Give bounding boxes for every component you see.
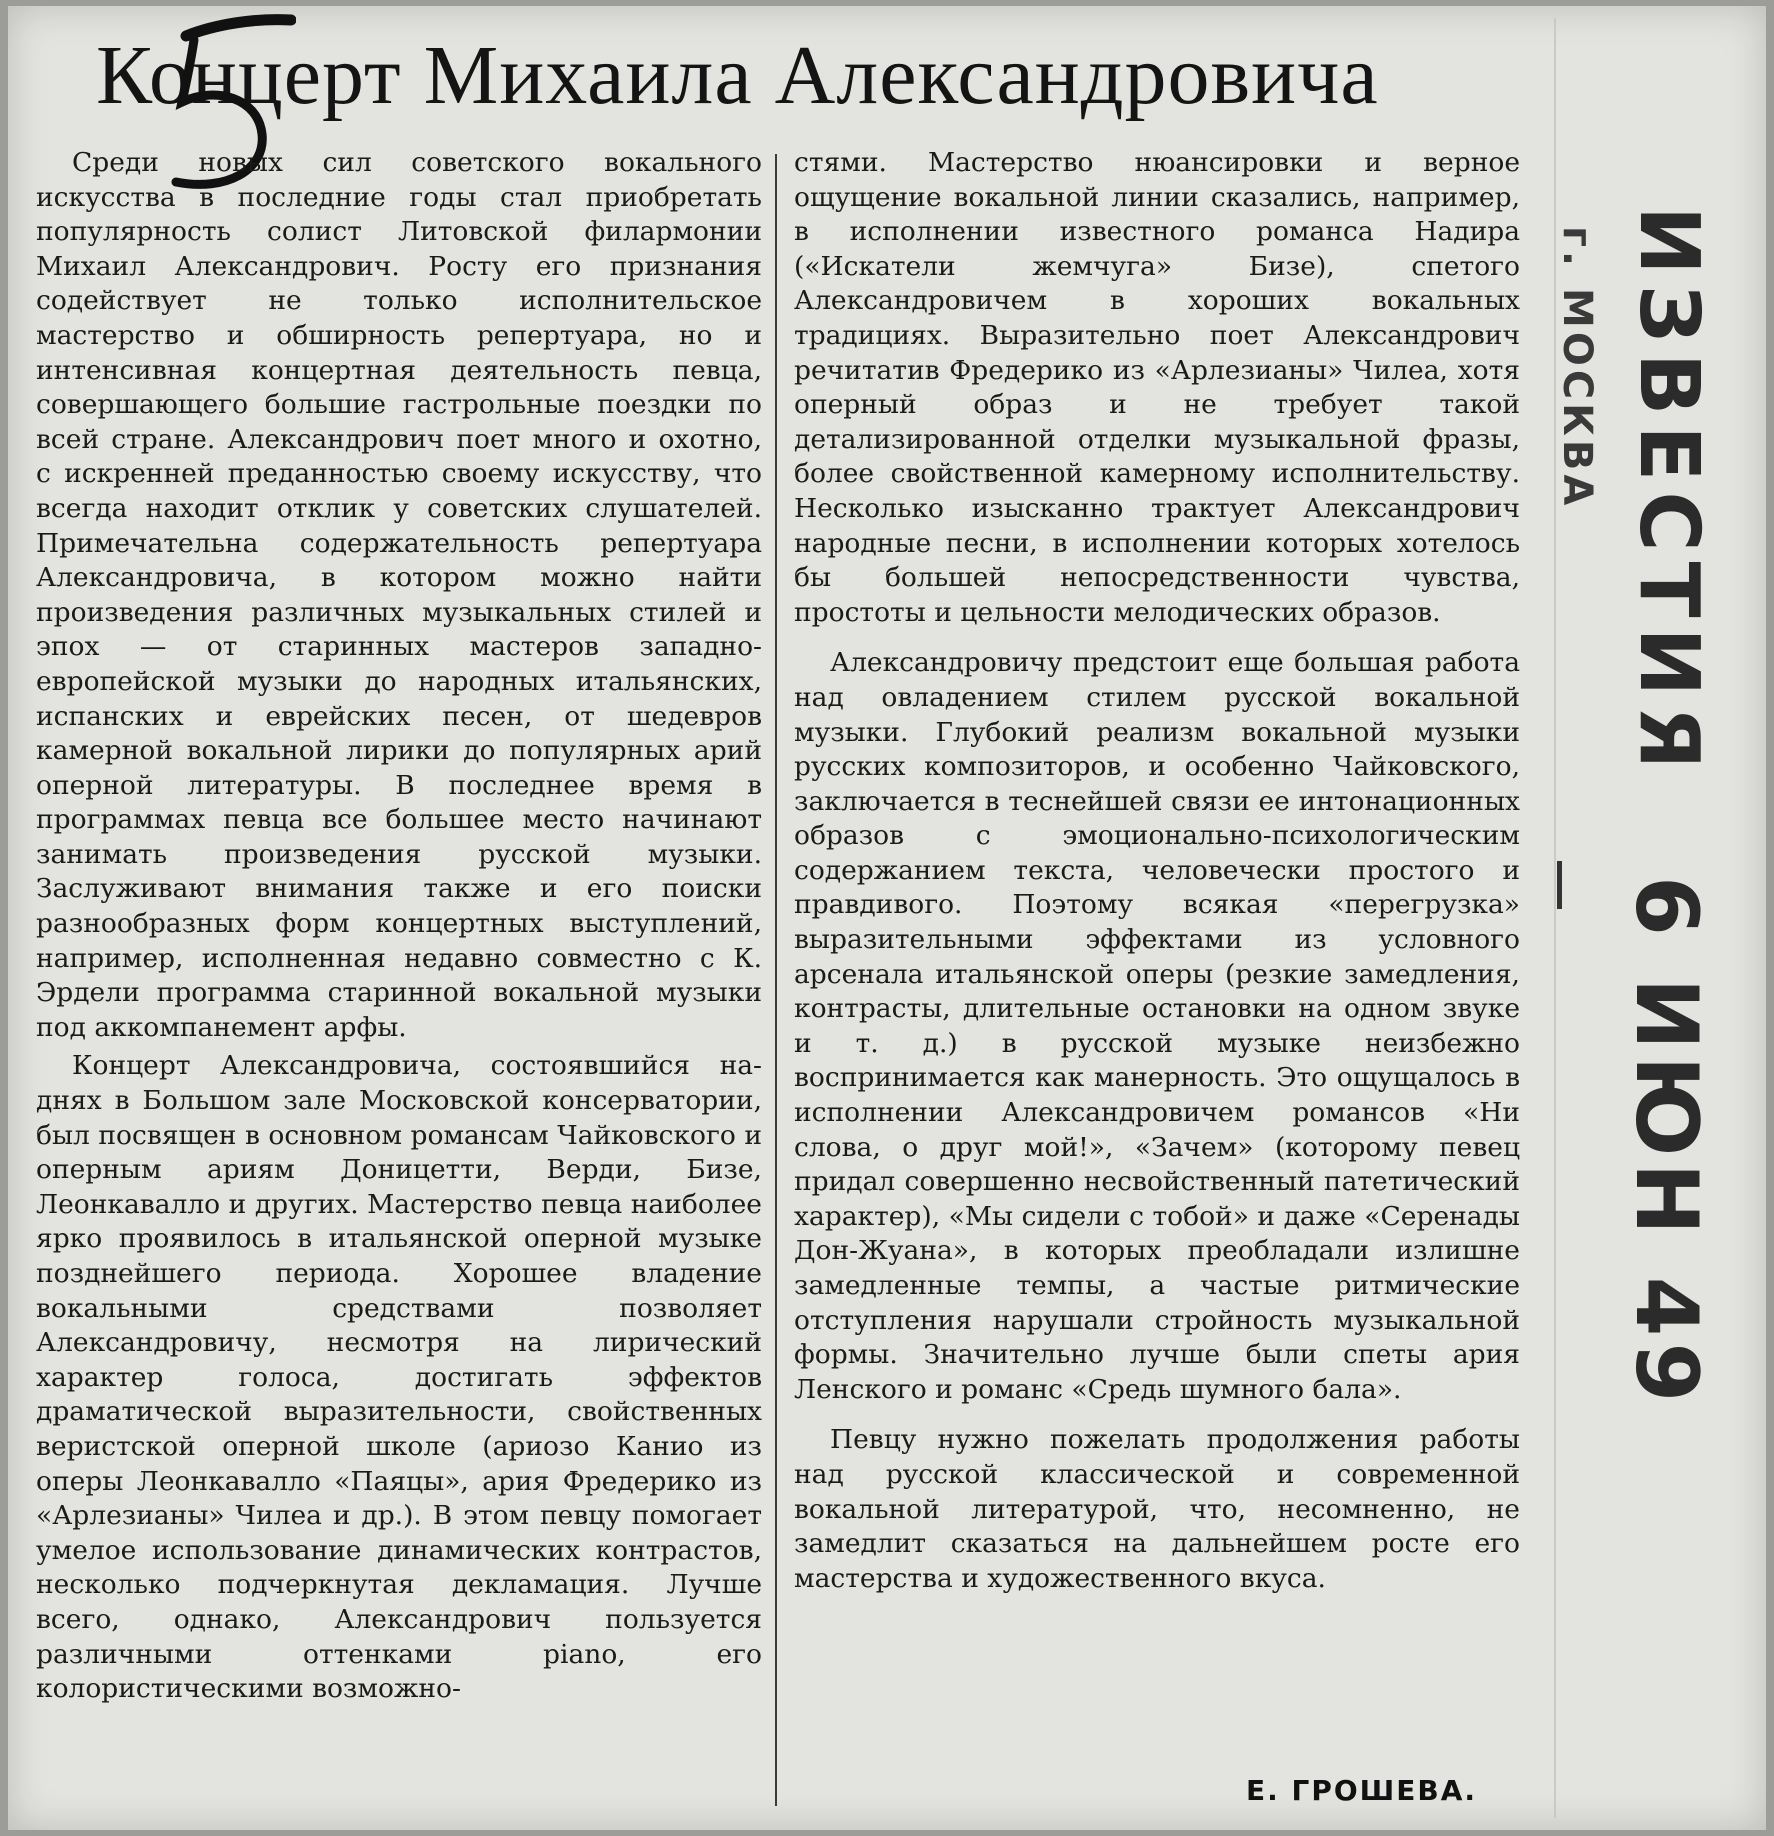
newspaper-clipping: [8, 6, 1766, 1830]
stamp-date: 6 ИЮН 49: [1616, 876, 1716, 1409]
paragraph: Концерт Александровича, состоявшийся на-днях в Большом зале Московской консерватории, был посвящен в основном романсам Чайковского и оперным ариям Доницетти, Верди, Бизе, Леонкавалло и других. Мастерство певца наиболее ярко проявилось в итальянской оперной музыке позднейшего периода. Хорошее владение вокальными средствами позволяет Александровичу, несмотря на лирический характер голоса, достигать эффектов драматической выразительности, свойственных веристской оперной школе (ариозо Канио из оперы Леонкавалло «Паяцы», ария Фредерико из «Арлезианы» Чилеа и др.). В этом певцу помогает умелое использование динамических контрастов, несколько подчеркнутая декламация. Лучше всего, однако, Александрович пользуется различными оттенками piano, его колористическими возможно-: [36, 1050, 762, 1705]
author-signature: Е. ГРОШЕВА.: [1246, 1774, 1478, 1807]
paragraph: Среди новых сил советского вокального искусства в последние годы стал приобретать популярность солист Литовской филармонии Михаил Александрович. Росту его признания содействует не только исполнительское мастерство и обширность репертуара, но и интенсивная концертная деятельность певца, совершающего большие гастрольные поездки по всей стране. Александрович поет много и охотно, с искренней преданностью своему искусству, что всегда находит отклик у советских слушателей. Примечательна содержательность репертуара Александровича, в котором можно найти произведения различных музыкальных стилей и эпох — от старинных мастеров западно-европейской музыки до народных итальянских, испанских и еврейских песен, от шедевров камерной вокальной лирики до популярных арий оперной литературы. В последнее время в программах певца все большее место начинают занимать произведения русской музыки. Заслуживают внимания также и его поиски разнообразных форм концертных выступлений, например, исполненная недавно совместно с К. Эрдели программа старинной вокальной музыки под аккомпанемент арфы.: [36, 147, 762, 1043]
article-column-right: [794, 146, 1520, 1596]
column-divider: [775, 154, 777, 1806]
stamp-dash: [1557, 861, 1562, 909]
stamp-city: г. МОСКВА: [1554, 226, 1600, 510]
stamp-newspaper-name: ИЗВЕСТИЯ: [1621, 206, 1716, 780]
paragraph: Александровичу предстоит еще большая работа над овладением стилем русской вокальной музыки. Глубокий реализм вокальной музыки русских композиторов, и особенно Чайковского, заключается в теснейшей связи ее интонационных образов с эмоционально-психологическим содержанием текста, человечески простого и правдивого. Поэтому всякая «перегрузка» выразительными эффектами из условного арсенала итальянской оперы (резкие замедления, контрасты, длительные остановки на одном звуке и т. д.) в русской музыке неизбежно воспринимается как манерность. Это ощущалось в исполнении Александровичем романсов «Ни слова, о друг мой!», «Зачем» (которому певец придал совершенно несвойственный патетический характер), «Мы сидели с тобой» и даже «Серенады Дон-Жуана», в которых преобладали излишне замедленные темпы, а частые ритмические отступления нарушали стройность музыкальной формы. Значительно лучше были спеты ария Ленского и романс «Средь шумного бала».: [794, 647, 1520, 1405]
article-title: Концерт Михаила Александровича: [96, 29, 1379, 122]
article-column-left: [36, 146, 762, 1707]
paragraph: стями. Мастерство нюансировки и верное ощущение вокальной линии сказались, например, в исполнении известного романса Надира («Искатели жемчуга» Бизе), спетого Александровичем в хороших вокальных традициях. Выразительно поет Александрович речитатив Фредерико из «Арлезианы» Чилеа, хотя оперный образ и не требует такой детализированной отделки музыкальной фразы, более свойственной камерному исполнительству. Несколько изысканно трактует Александрович народные песни, в исполнении которых хотелось бы большей непосредственности чувства, простоты и цельности мелодических образов.: [794, 147, 1520, 628]
paragraph: Певцу нужно пожелать продолжения работы над русской классической и современной вокальной литературой, что, несомненно, не замедлит сказаться на дальнейшем росте его мастерства и художественного вкуса.: [794, 1424, 1520, 1594]
